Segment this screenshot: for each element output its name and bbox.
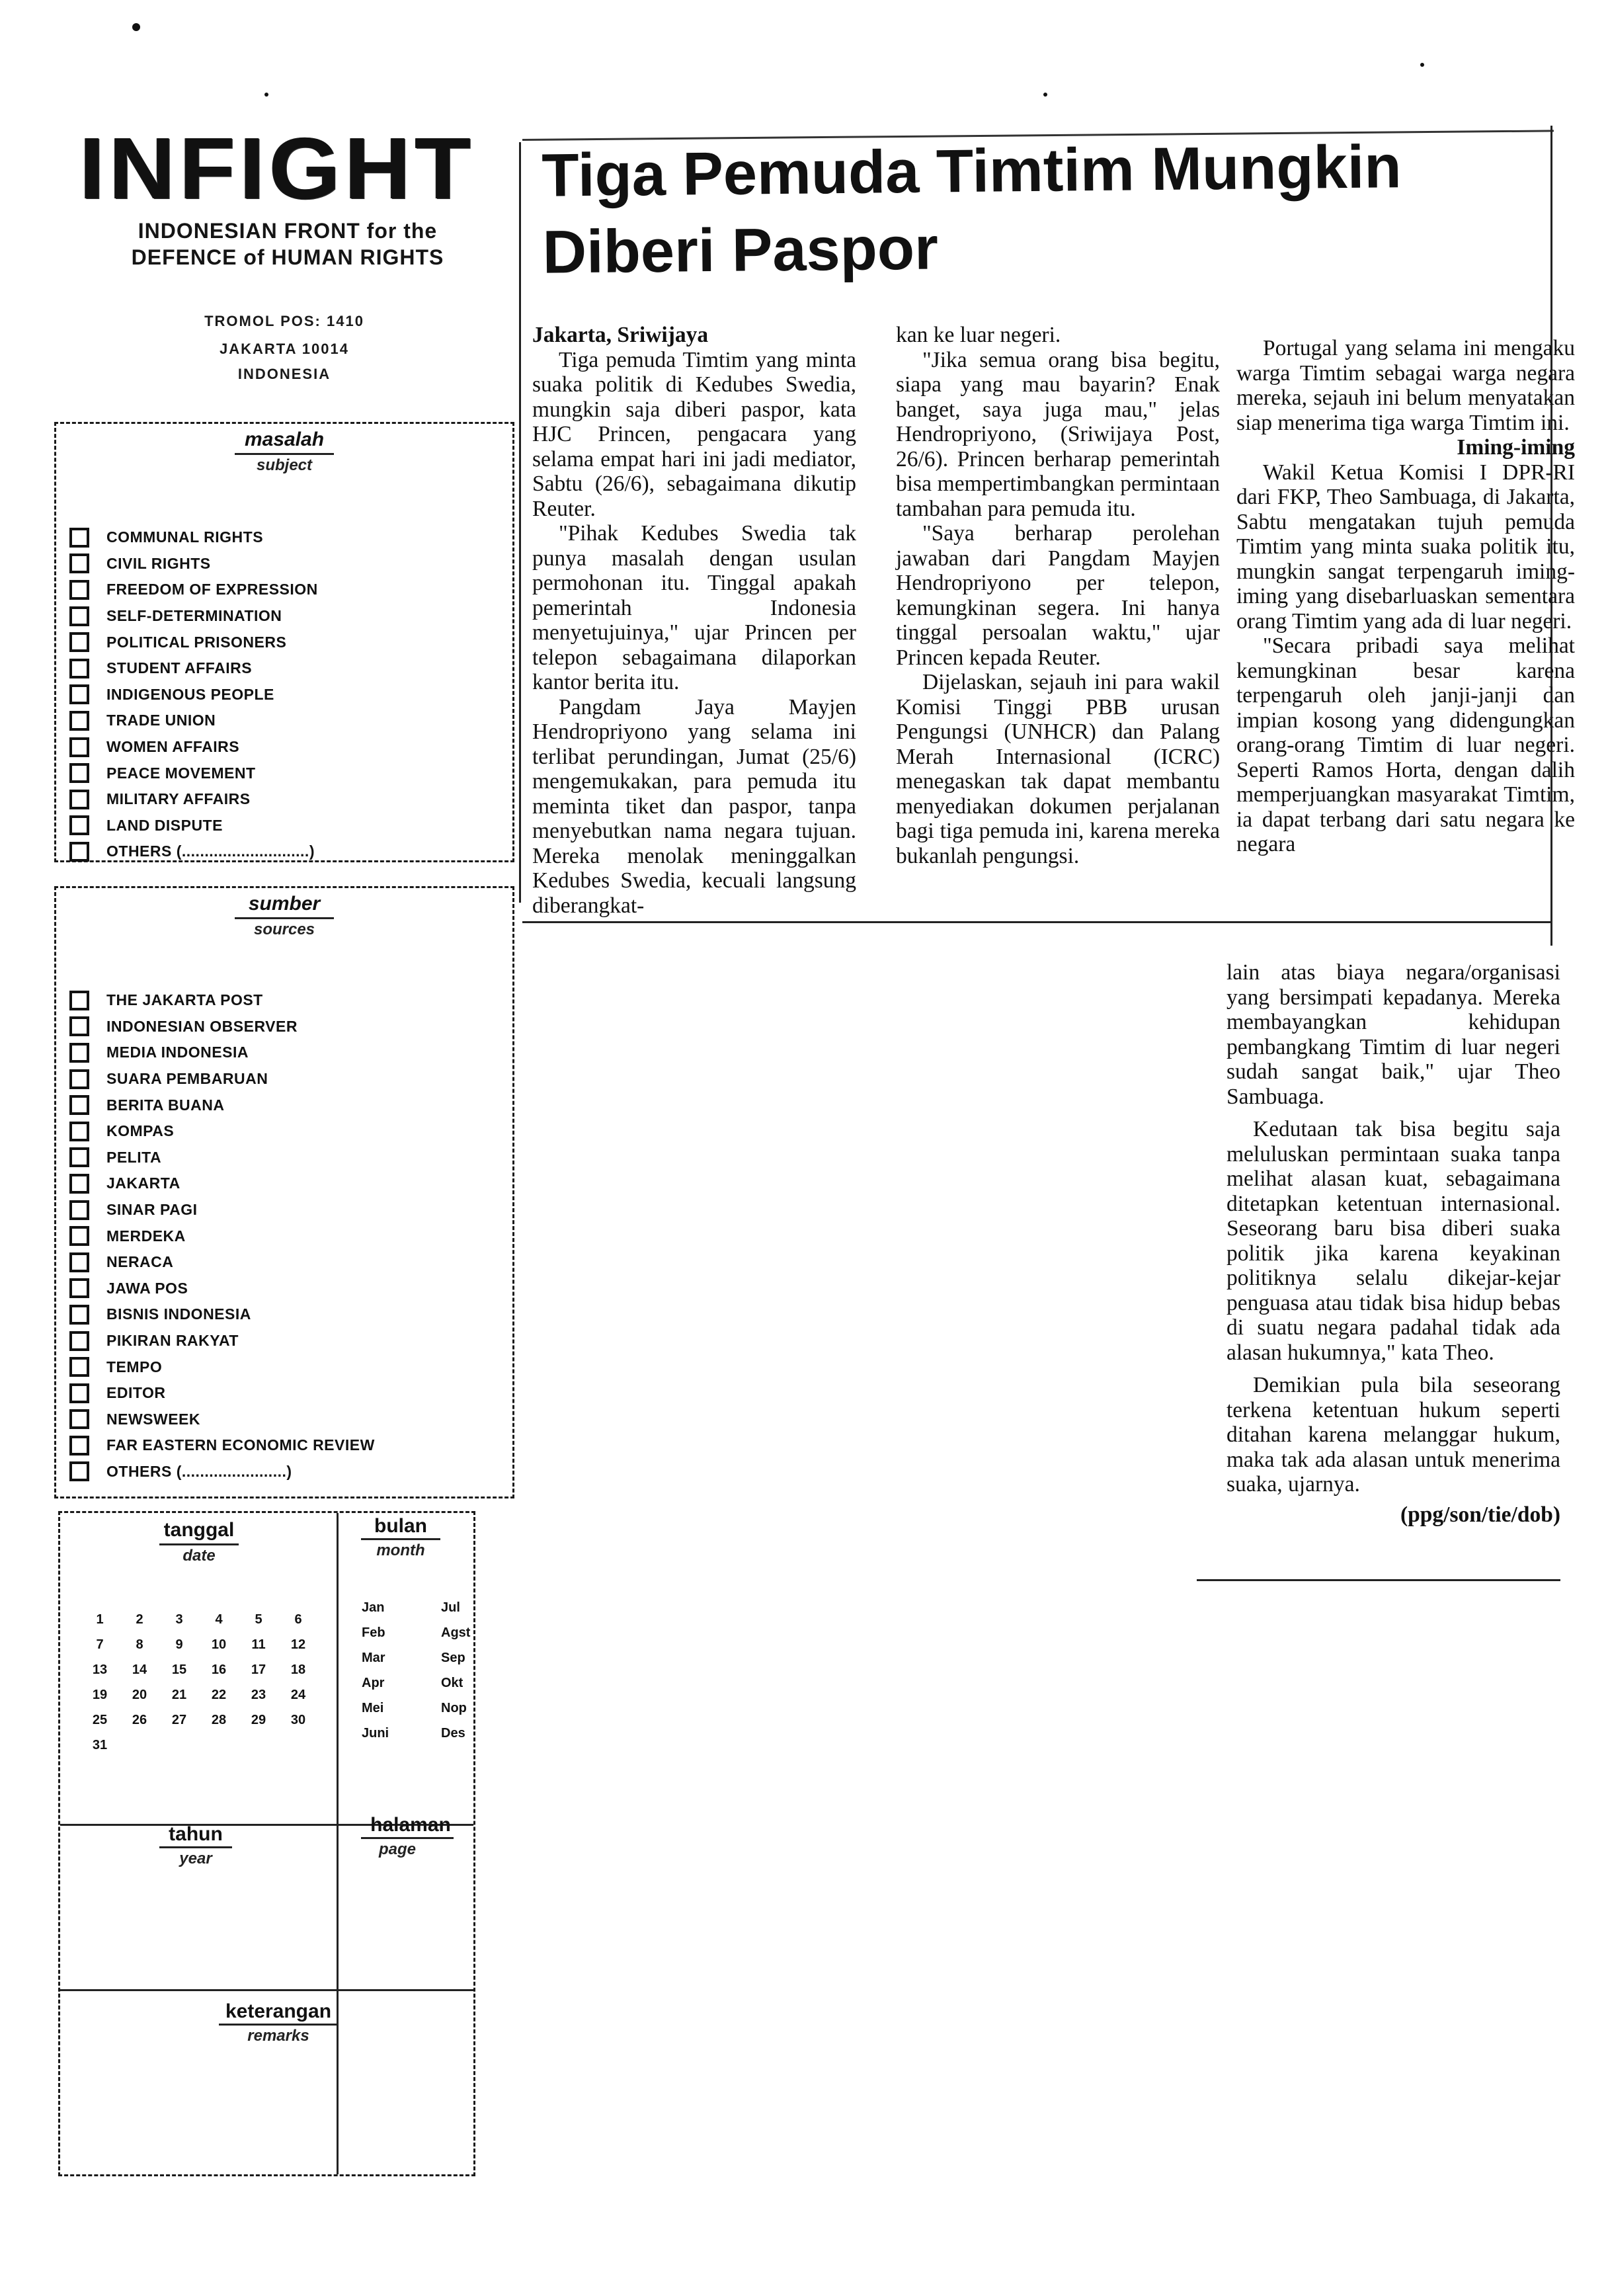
org-full-name-line2: DEFENCE of HUMAN RIGHTS [131,245,444,269]
day-option[interactable]: 1 [96,1612,104,1627]
month-option[interactable]: Mei [362,1701,384,1715]
day-option[interactable]: 28 [211,1713,227,1727]
checkbox[interactable] [69,711,89,731]
article-column-2 [896,323,1220,868]
scan-speck [1420,63,1424,67]
checkbox[interactable] [69,1200,89,1220]
subject-option[interactable]: FREEDOM OF EXPRESSION [69,577,506,603]
paragraph: "Jika semua orang bisa begitu, siapa yang mau bayarin? Enak banget, saya juga mau," jelas Hendropriyono, (Sriwijaya Post, 26/6). Princen berharap pemerintah bisa mempertimbangkan permintaan tambahan para pemuda itu. [896,347,1220,521]
source-option[interactable]: THE JAKARTA POST [69,987,506,1014]
sources-heading: sumber [248,893,321,915]
source-option[interactable]: JAKARTA [69,1170,506,1197]
day-option[interactable]: 24 [290,1688,306,1702]
subject-option[interactable]: STUDENT AFFAIRS [69,655,506,682]
day-option[interactable]: 13 [92,1662,108,1677]
day-option[interactable]: 15 [171,1662,187,1677]
day-option[interactable]: 7 [96,1637,104,1652]
halaman-label: halaman [370,1814,451,1836]
paragraph: Wakil Ketua Komisi I DPR-RI dari FKP, Theo Sambuaga, di Jakarta, Sabtu mengatakan tujuh pemuda Timtim yang minta suaka politik itu, mungkin sangat terpengaruh iming-iming yang disebarluaskan sementara orang Timtim yang ada di luar negeri. [1236,460,1575,634]
keterangan-label: keterangan [225,2000,332,2022]
paragraph: "Saya berharap perolehan jawaban dari Pangdam Mayjen Hendropriyono per telepon, kemungkinan segera. Ini hanya tinggal persoalan waktu," ujar Princen kepada Reuter. [896,521,1220,670]
article-headline [542,127,1521,290]
paragraph: Portugal yang selama ini mengaku warga Timtim sebagai warga negara mereka, sejauh ini belum menyatakan siap menerima tiga warga Timtim ini. [1236,336,1575,435]
article-column-1 [532,323,856,918]
source-option[interactable]: MEDIA INDONESIA [69,1040,506,1066]
source-option[interactable]: TEMPO [69,1354,506,1380]
subject-option[interactable]: TRADE UNION [69,708,506,734]
checkbox[interactable] [69,991,89,1010]
paragraph: lain atas biaya negara/organisasi yang bersimpati kepadanya. Mereka membayangkan kehidupan pembangkang Timtim di luar negeri sudah sangat baik," ujar Theo Sambuaga. [1226,960,1560,1109]
subject-box [54,422,514,862]
org-logo-title: INFIGHT [79,120,475,217]
subject-option[interactable]: COMMUNAL RIGHTS [69,524,506,551]
checkbox[interactable] [69,1252,89,1272]
bulan-label: bulan [374,1515,427,1537]
checkbox[interactable] [69,1383,89,1403]
scan-speck [132,23,140,31]
subject-option[interactable]: LAND DISPUTE [69,813,506,839]
checkbox[interactable] [69,1278,89,1298]
source-option[interactable]: NEWSWEEK [69,1407,506,1433]
checkbox[interactable] [69,1357,89,1377]
sources-box [54,886,514,1498]
checkbox[interactable] [69,763,89,783]
article-rule [522,921,1550,923]
subject-option[interactable]: CIVIL RIGHTS [69,551,506,577]
checkbox[interactable] [69,1043,89,1063]
subject-checklist [69,524,506,865]
source-option[interactable]: EDITOR [69,1380,506,1407]
day-option[interactable]: 14 [132,1662,147,1677]
day-option[interactable]: 5 [255,1612,262,1627]
paragraph: "Secara pribadi saya melihat kemungkinan besar karena terpengaruh oleh janji-janji dan impian kosong yang didengungkan orang-orang Timtim di luar negeri. Seperti Ramos Horta, dengan dalih memperjuangkan masyarakat Timtim, ia dapat terbang dari satu negara ke negara [1236,634,1575,856]
source-option[interactable]: PELITA [69,1145,506,1171]
day-option[interactable]: 29 [251,1713,266,1727]
heading-rule [361,1538,440,1540]
paragraph: Pangdam Jaya Mayjen Hendropriyono yang selama ini terlibat perundingan, Jumat (25/6) mengemukakan, para pemuda itu meminta tiket dan paspor, tanpa menyebutkan nama negara tujuan. Mereka menolak meninggalkan Kedubes Swedia, kecuali langsung diberangkat- [532,694,856,918]
tahun-label: tahun [169,1823,223,1845]
day-option[interactable]: 9 [175,1637,183,1652]
paragraph: Kedutaan tak bisa begitu saja meluluskan permintaan suaka tanpa melihat alasan kuat, sebagaimana ditetapkan ketentuan internasional. Seseorang baru bisa diberi suaka politik jika karena keyakinan politiknya selalu dikejar-kejar penguasa atau tidak bisa hidup bebas di suatu negara padahal tidak ada alasan hukumnya," kata Theo. [1226,1117,1560,1365]
checkbox[interactable] [69,1147,89,1167]
subject-option-others[interactable]: OTHERS (............................) [69,839,506,865]
day-option[interactable]: 22 [211,1688,227,1702]
day-option[interactable]: 21 [171,1688,187,1702]
day-option[interactable]: 16 [211,1662,227,1677]
checkbox[interactable] [69,1174,89,1194]
month-option[interactable]: Sep [441,1651,465,1665]
month-option[interactable]: Apr [362,1676,385,1690]
day-option[interactable]: 17 [251,1662,266,1677]
checkbox[interactable] [69,1016,89,1036]
headline-line1: Tiga Pemuda Timtim Mungkin [541,133,1402,210]
author-credit: (ppg/son/tie/dob) [1400,1502,1560,1527]
source-option[interactable]: MERDEKA [69,1223,506,1249]
month-option[interactable]: Mar [362,1651,385,1665]
checkbox[interactable] [69,1305,89,1325]
day-option[interactable]: 26 [132,1713,147,1727]
heading-rule [361,1837,454,1839]
checkbox[interactable] [69,842,89,862]
day-option[interactable]: 3 [175,1612,183,1627]
source-option[interactable]: KOMPAS [69,1118,506,1145]
day-option[interactable]: 19 [92,1688,108,1702]
checkbox[interactable] [69,1461,89,1481]
checkbox[interactable] [69,1409,89,1429]
scan-speck [1043,93,1047,97]
month-option[interactable]: Agst [441,1625,471,1640]
checkbox[interactable] [69,1436,89,1456]
source-option[interactable]: SINAR PAGI [69,1197,506,1223]
month-option[interactable]: Juni [362,1726,389,1741]
heading-rule [159,1543,239,1545]
source-option[interactable]: SUARA PEMBARUAN [69,1066,506,1092]
paragraph: Tiga pemuda Timtim yang minta suaka politik di Kedubes Swedia, mungkin saja diberi paspor, kata HJC Princen, pengacara yang selama empat hari ini jadi mediator, Sabtu (26/6), sebagaimana dikutip Reuter. [532,347,856,521]
day-option[interactable]: 10 [211,1637,227,1652]
day-option[interactable]: 12 [290,1637,306,1652]
scan-speck [264,93,268,97]
paragraph: kan ke luar negeri. [896,323,1061,347]
checkbox[interactable] [69,1095,89,1115]
subject-option[interactable]: PEACE MOVEMENT [69,760,506,786]
headline-line2: Diberi Paspor [542,214,939,286]
day-option[interactable]: 27 [171,1713,187,1727]
day-grid [80,1612,384,1763]
remarks-label-en: remarks [247,2027,309,2045]
day-option[interactable]: 8 [136,1637,143,1652]
subject-option[interactable]: WOMEN AFFAIRS [69,734,506,760]
subject-heading: masalah [244,429,325,450]
source-option[interactable]: BISNIS INDONESIA [69,1301,506,1328]
day-option[interactable]: 30 [290,1713,306,1727]
subject-heading-en: subject [256,456,313,474]
checkbox[interactable] [69,1226,89,1246]
month-option[interactable]: Feb [362,1625,385,1640]
source-option-others[interactable]: OTHERS (.......................) [69,1459,506,1485]
month-option[interactable]: Jul [441,1600,460,1615]
month-option[interactable]: Des [441,1726,465,1741]
day-option[interactable]: 4 [215,1612,223,1627]
source-option[interactable]: INDONESIAN OBSERVER [69,1014,506,1040]
day-option[interactable]: 31 [92,1738,108,1752]
subject-option[interactable]: SELF-DETERMINATION [69,603,506,630]
checkbox[interactable] [69,790,89,809]
sources-heading-en: sources [253,921,315,938]
checkbox[interactable] [69,1122,89,1141]
source-option[interactable]: BERITA BUANA [69,1092,506,1118]
day-option[interactable]: 23 [251,1688,266,1702]
checkbox[interactable] [69,815,89,835]
day-option[interactable]: 2 [136,1612,143,1627]
day-option[interactable]: 25 [92,1713,108,1727]
date-page-box [58,1511,475,2176]
source-option[interactable]: PIKIRAN RAKYAT [69,1328,506,1354]
month-grid [362,1600,527,1751]
paragraph: Demikian pula bila seseorang terkena ketentuan hukum seperti ditahan karena melanggar hukum, maka tak ada alasan untuk menerima suaka, ujarnya. [1226,1373,1560,1496]
year-label-en: year [179,1850,212,1867]
address-line3: INDONESIA [237,366,331,382]
month-option[interactable]: Jan [362,1600,385,1615]
subject-option[interactable]: POLITICAL PRISONERS [69,629,506,655]
checkbox[interactable] [69,684,89,704]
paragraph: Dijelaskan, sejauh ini para wakil Komisi Tinggi PBB urusan Pengungsi (UNHCR) dan Palang Merah Internasional (ICRC) menegaskan tak dapat membantu menyediakan dokumen perjalanan bagi tiga pemuda ini, karena mereka bukanlah pengungsi. [896,670,1220,868]
subheading: Iming-iming [1457,435,1575,460]
day-option[interactable]: 20 [132,1688,147,1702]
heading-rule [235,917,334,919]
page-label-en: page [378,1840,416,1858]
article-column-3 [1236,336,1575,857]
checkbox[interactable] [69,606,89,626]
checkbox[interactable] [69,580,89,600]
day-option[interactable]: 11 [251,1637,266,1652]
checkbox[interactable] [69,554,89,573]
subject-option[interactable]: INDIGENOUS PEOPLE [69,682,506,708]
tanggal-label: tanggal [163,1519,235,1541]
address-line1: TROMOL POS: 1410 [204,313,364,329]
subject-option[interactable]: MILITARY AFFAIRS [69,786,506,813]
checkbox[interactable] [69,632,89,652]
date-label-en: date [182,1547,216,1565]
checkbox[interactable] [69,1069,89,1089]
day-option[interactable]: 6 [294,1612,302,1627]
address-line2: JAKARTA 10014 [220,341,349,357]
box-divider [60,1989,473,1991]
checkbox[interactable] [69,737,89,757]
checkbox[interactable] [69,659,89,678]
month-option[interactable]: Okt [441,1676,463,1690]
article-end-rule [1197,1579,1560,1581]
heading-rule [159,1846,232,1848]
article-column-4 [1226,960,1560,1527]
org-full-name-line1: INDONESIAN FRONT for the [138,219,438,243]
checkbox[interactable] [69,1331,89,1351]
month-label-en: month [376,1541,425,1559]
month-option[interactable]: Nop [441,1701,467,1715]
source-option[interactable]: FAR EASTERN ECONOMIC REVIEW [69,1432,506,1459]
source-option[interactable]: NERACA [69,1249,506,1276]
heading-rule [235,453,334,455]
article-frame [519,142,521,903]
day-option[interactable]: 18 [290,1662,306,1677]
source-option[interactable]: JAWA POS [69,1276,506,1302]
sources-checklist [69,987,506,1485]
heading-rule [219,2024,338,2026]
checkbox[interactable] [69,528,89,548]
paragraph: "Pihak Kedubes Swedia tak punya masalah dengan usulan permohonan itu. Tinggal apakah pemerintah Indonesia menyetujuinya," ujar Princen per telepon sebagaimana dilaporkan kantor berita itu. [532,521,856,694]
dateline: Jakarta, Sriwijaya [532,323,709,347]
